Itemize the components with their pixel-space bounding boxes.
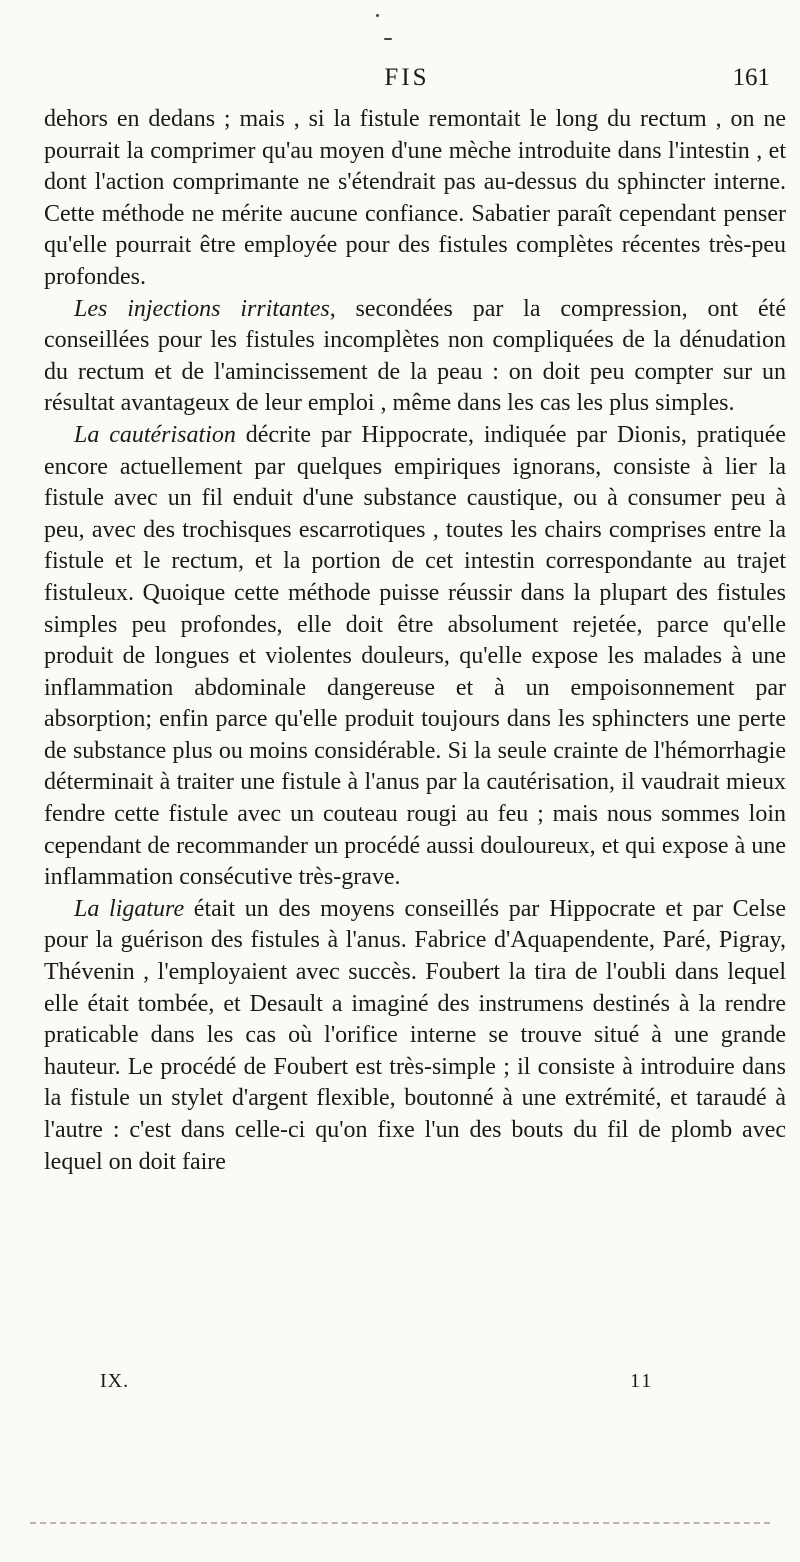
page-footer <box>100 1370 700 1400</box>
running-head: FIS <box>384 64 430 91</box>
paragraph-cauterisation <box>44 420 786 894</box>
body-text <box>44 104 786 1178</box>
paragraph-text: dehors en dedans ; mais , si la fistule remontait le long du rectum , on ne pourrait la comprimer qu'au moyen d'une mèche introduite dans l'intestin , et dont l'action comprimante ne s'étendrait pas au-dessus du sphincter interne. Cette méthode ne mérite aucune confiance. Sabatier paraît cependant penser qu'elle pourrait être employée pour des fistules complètes récentes très-peu profondes. <box>44 106 786 290</box>
volume-number: IX. <box>100 1370 130 1392</box>
ink-speck <box>376 14 379 17</box>
ink-speck <box>384 38 392 40</box>
bottom-print-rule <box>30 1522 770 1524</box>
paragraph-continued <box>44 104 786 294</box>
paragraph-text: , secondées par la compression, ont été conseillées pour les fistules incomplètes non compliquées de la dénudation du rectum et de l'amincissement de la peau : on doit peu compter sur un résultat avantageux de leur emploi , même dans les cas les plus simples. <box>44 295 786 417</box>
paragraph-lead: La ligature <box>74 895 185 922</box>
page-number: 161 <box>732 64 770 91</box>
paragraph-injections <box>44 294 786 420</box>
paragraph-ligature <box>44 894 786 1178</box>
page-header <box>44 64 770 104</box>
paragraph-text: était un des moyens conseillés par Hippocrate et par Celse pour la guérison des fistules à l'anus. Fabrice d'Aquapendente, Paré, Pigray, Thévenin , l'employaient avec succès. Foubert la tira de l'oubli dans lequel elle était tombée, et Desault a imaginé des instrumens destinés à la rendre praticable dans les cas où l'orifice interne se trouve situé à une grande hauteur. Le procédé de Foubert est très-simple ; il consiste à introduire dans la fistule un stylet d'argent flexible, boutonné à une extrémité, et taraudé à l'autre : c'est dans celle-ci qu'on fixe l'un des bouts du fil de plomb avec lequel on doit faire <box>44 895 786 1175</box>
paragraph-text: décrite par Hippocrate, indiquée par Dionis, pratiquée encore actuellement par quelques empiriques ignorans, consiste à lier la fistule avec un fil enduit d'une substance caustique, ou à consumer peu à peu, avec des trochisques escarrotiques , toutes les chairs comprises entre la fistule et le rectum, et la portion de cet intestin correspondante au trajet fistuleux. Quoique cette méthode puisse réussir dans la plupart des fistules simples peu profondes, elle doit être absolument rejetée, parce qu'elle produit de longues et violentes douleurs, qu'elle expose les malades à une inflammation abdominale dangereuse et à un empoisonnement par absorption; enfin parce qu'elle produit toujours dans les sphincters une perte de substance plus ou moins considérable. Si la seule crainte de l'hémorrhagie déterminait à traiter une fistule à l'anus par la cautérisation, il vaudrait mieux fendre cette fistule avec un couteau rougi au feu ; mais nous sommes loin cependant de recommander un procédé aussi douloureux, et qui expose à une inflammation consécutive très-grave. <box>44 421 787 891</box>
paragraph-lead: Les injections irritantes <box>74 295 330 322</box>
paragraph-lead: La cautérisation <box>74 421 236 448</box>
signature-mark: 11 <box>630 1370 654 1392</box>
